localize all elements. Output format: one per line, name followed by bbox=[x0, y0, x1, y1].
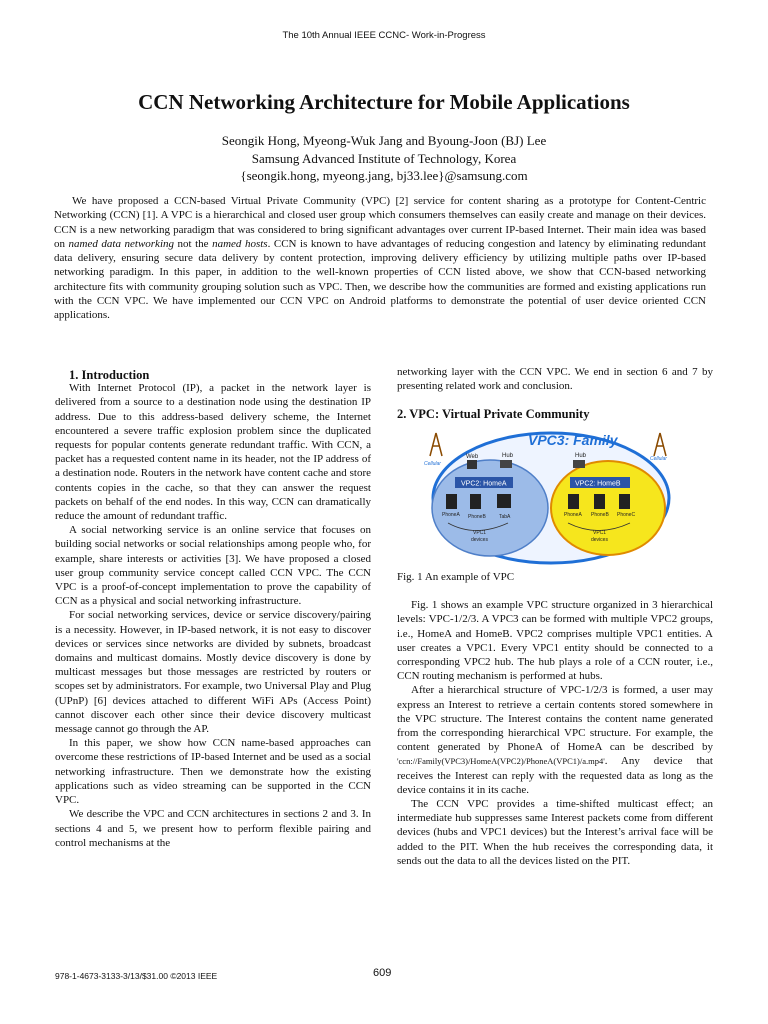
homeA-device-1-icon bbox=[446, 494, 457, 509]
homeA-device-3-label: TabA bbox=[499, 514, 511, 520]
content-name-example: 'ccn://Family(VPC3)/HomeA(VPC2)/PhoneA(VPC1)/a.mp4' bbox=[397, 756, 605, 767]
affiliation: Samsung Advanced Institute of Technology, Korea bbox=[251, 151, 517, 166]
homeB-device-1-label: PhoneA bbox=[564, 512, 582, 518]
vpc3-label: VPC3: Family bbox=[528, 432, 618, 448]
abstract-part1: We have proposed a CCN-based Virtual Private Community (VPC) [2] service for content sharing as a prototype for Content-Centric Networking (CCN) [1]. A VPC is a hierarchical and closed user group which consumers themselves can easily create and manage on their devices. CCN is a new networking paradigm that was considered to bring significant advantages over current IP-based Internet. Their main idea was based on bbox=[54, 195, 706, 250]
figure-caption: Fig. 1 An example of VPC bbox=[397, 571, 515, 583]
cell-tower-right-icon bbox=[654, 433, 666, 456]
right-paragraph-0: networking layer with the CCN VPC. We end in section 6 and 7 by presenting related work and conclusion. bbox=[397, 366, 713, 393]
homeB-device-2-icon bbox=[594, 494, 605, 509]
cell-tower-left-icon bbox=[430, 433, 442, 456]
hubB-icon bbox=[573, 460, 585, 468]
vpc-paragraph-2 bbox=[397, 683, 713, 797]
abstract-part2: . CCN is known to have advantages of reducing congestion and latency by eliminating redundant data delivery, ensuring secure data delivery by content protection, improving delivery efficiency by utilizing multiple paths over IP-based networking paradigm. In this paper, in addition to the well-known properties of CCN listed above, we show that CCN-based networking architecture fits with community grouping solution such as VPC. Then, we describe how the communities are formed and existing applications run with the CCN VPC. We have implemented our CCN VPC on Android platforms to demonstrate the potential of user device oriented CCN applications. bbox=[54, 237, 706, 322]
homeA-device-1-label: PhoneA bbox=[442, 512, 460, 518]
homeA-label: VPC2: HomeA bbox=[461, 480, 507, 488]
vpc-figure bbox=[420, 428, 682, 568]
hubA-label: Hub bbox=[502, 453, 514, 459]
homeB-label: VPC2: HomeB bbox=[575, 480, 621, 488]
vpc-paragraph-2-part1: After a hierarchical structure of VPC-1/2/3 is formed, a user may express an Interest to retrieve a certain contents stored somewhere in the VPC structure. The Interest contains the content name generated from the corresponding hierarchical VPC structure. For example, the content generated by PhoneA of HomeA can be described by bbox=[397, 684, 713, 754]
right-column-lower bbox=[397, 570, 713, 868]
abstract-emphasis-1: named data networking bbox=[68, 237, 174, 250]
abstract bbox=[54, 194, 706, 323]
hubB-label: Hub bbox=[575, 453, 587, 459]
right-column bbox=[397, 365, 713, 422]
authors: Seongik Hong, Myeong-Wuk Jang and Byoung-Joon (BJ) Lee bbox=[221, 133, 547, 148]
cellular-left: Cellular bbox=[424, 461, 441, 467]
homeB-vpc1-label: VPC1 bbox=[593, 530, 607, 536]
homeA-device-3-icon bbox=[497, 494, 511, 508]
homeA-device-2-icon bbox=[470, 494, 481, 509]
intro-paragraph-2: A social networking service is an online service that focuses on building social networks or social relationships among people who, for example, share interests or activities [3]. We have proposed a closed user group community service concept called CCN VPC. The CCN VPC is a proof-of-concept implementation to prove the capability of CCN as a physical and social networking infrastructure. bbox=[55, 524, 371, 608]
section-2-heading: 2. VPC: Virtual Private Community bbox=[397, 407, 590, 422]
cellular-right: Cellular bbox=[650, 456, 667, 462]
vpc-paragraph-2-part2: . Any device that receives the Interest can reply with the requested data as long as the device contains it in its cache. bbox=[397, 755, 713, 796]
running-header: The 10th Annual IEEE CCNC- Work-in-Progress bbox=[282, 30, 486, 41]
homeA-vpc1-label: VPC1 bbox=[473, 530, 487, 536]
homeA-devices-label: devices bbox=[471, 537, 488, 543]
homeB-device-3-icon bbox=[619, 494, 630, 509]
vpc-paragraph-1: Fig. 1 shows an example VPC structure organized in 3 hierarchical levels: VPC-1/2/3. A VPC3 can be formed with multiple VPC2 groups, i.e., HomeA and HomeB. VPC2 comprises multiple VPC1 entities. A user creates a VPC1. Every VPC1 entity should be connected to a corresponding VPC2 hub. The hub plays a role of a CCN router, i.e., CCN routing mechanism is performed at hubs. bbox=[397, 599, 713, 683]
homeB-device-1-icon bbox=[568, 494, 579, 509]
footer-copyright: 978-1-4673-3133-3/13/$31.00 ©2013 IEEE bbox=[55, 971, 218, 981]
hubA-icon bbox=[500, 460, 512, 468]
abstract-mid: not the bbox=[174, 237, 213, 250]
intro-paragraph-4: In this paper, we show how CCN name-based approaches can overcome these restrictions of IP-based Internet and be used as a social networking infrastructure. Then we demonstrate how the existing applications such as video streaming can be supported in the CCN VPC. bbox=[55, 737, 371, 807]
intro-paragraph-1: With Internet Protocol (IP), a packet in the network layer is delivered from a source to a destination node using the destination IP address. Due to this address-based delivery scheme, the Internet encountered a severe traffic explosion problem since the duplicated requests for popular contents generate redundant traffic. With CCN, a packet has a requested content name in its header, not the IP address of a destination node. Routers in the network have content cache and store contents copies in the cache, so that they can answer the request packets on behalf of the end nodes. In this way, CCN can dramatically reduce the amount of redundant traffic. bbox=[55, 382, 371, 523]
emails: {seongik.hong, myeong.jang, bj33.lee}@samsung.com bbox=[240, 168, 528, 183]
left-column bbox=[55, 368, 371, 850]
page-number: 609 bbox=[373, 967, 392, 979]
intro-paragraph-5: We describe the VPC and CCN architectures in sections 2 and 3. In sections 4 and 5, we present how to perform flexible pairing and control mechanisms at the bbox=[55, 808, 371, 849]
homeA-device-2-label: PhoneB bbox=[468, 514, 486, 520]
homeB-device-2-label: PhoneB bbox=[591, 512, 609, 518]
web-label: Web bbox=[466, 454, 479, 460]
abstract-emphasis-2: named hosts bbox=[212, 237, 268, 250]
web-device-icon bbox=[467, 460, 477, 469]
section-1-heading: 1. Introduction bbox=[69, 368, 150, 382]
homeB-devices-label: devices bbox=[591, 537, 608, 543]
homeB-device-3-label: PhoneC bbox=[617, 512, 636, 518]
vpc-paragraph-3: The CCN VPC provides a time-shifted multicast effect; an intermediate hub suppresses same Interest packets come from different devices (hubs and VPC1 devices) but the Interest’s arrival face will be added to the PIT. When the hub receives the corresponding data, it sends out the data to all the devices listed on the PIT. bbox=[397, 798, 713, 867]
intro-paragraph-3: For social networking services, device or service discovery/pairing is a necessity. However, in IP-based network, it is not easy to discover devices or services since networks are divided by subnets, broadcast domains and multicast domains. Mostly device discovery is done by multicast messages but those messages are restricted by routers or scopes set by administrators. For example, two Universal Play and Plug (UPnP) [6] devices attached to different WiFi APs (Access Point) cannot discover each other since their device discovery multicast message cannot go through the AP. bbox=[55, 609, 371, 736]
paper-title: CCN Networking Architecture for Mobile Applications bbox=[138, 90, 630, 114]
